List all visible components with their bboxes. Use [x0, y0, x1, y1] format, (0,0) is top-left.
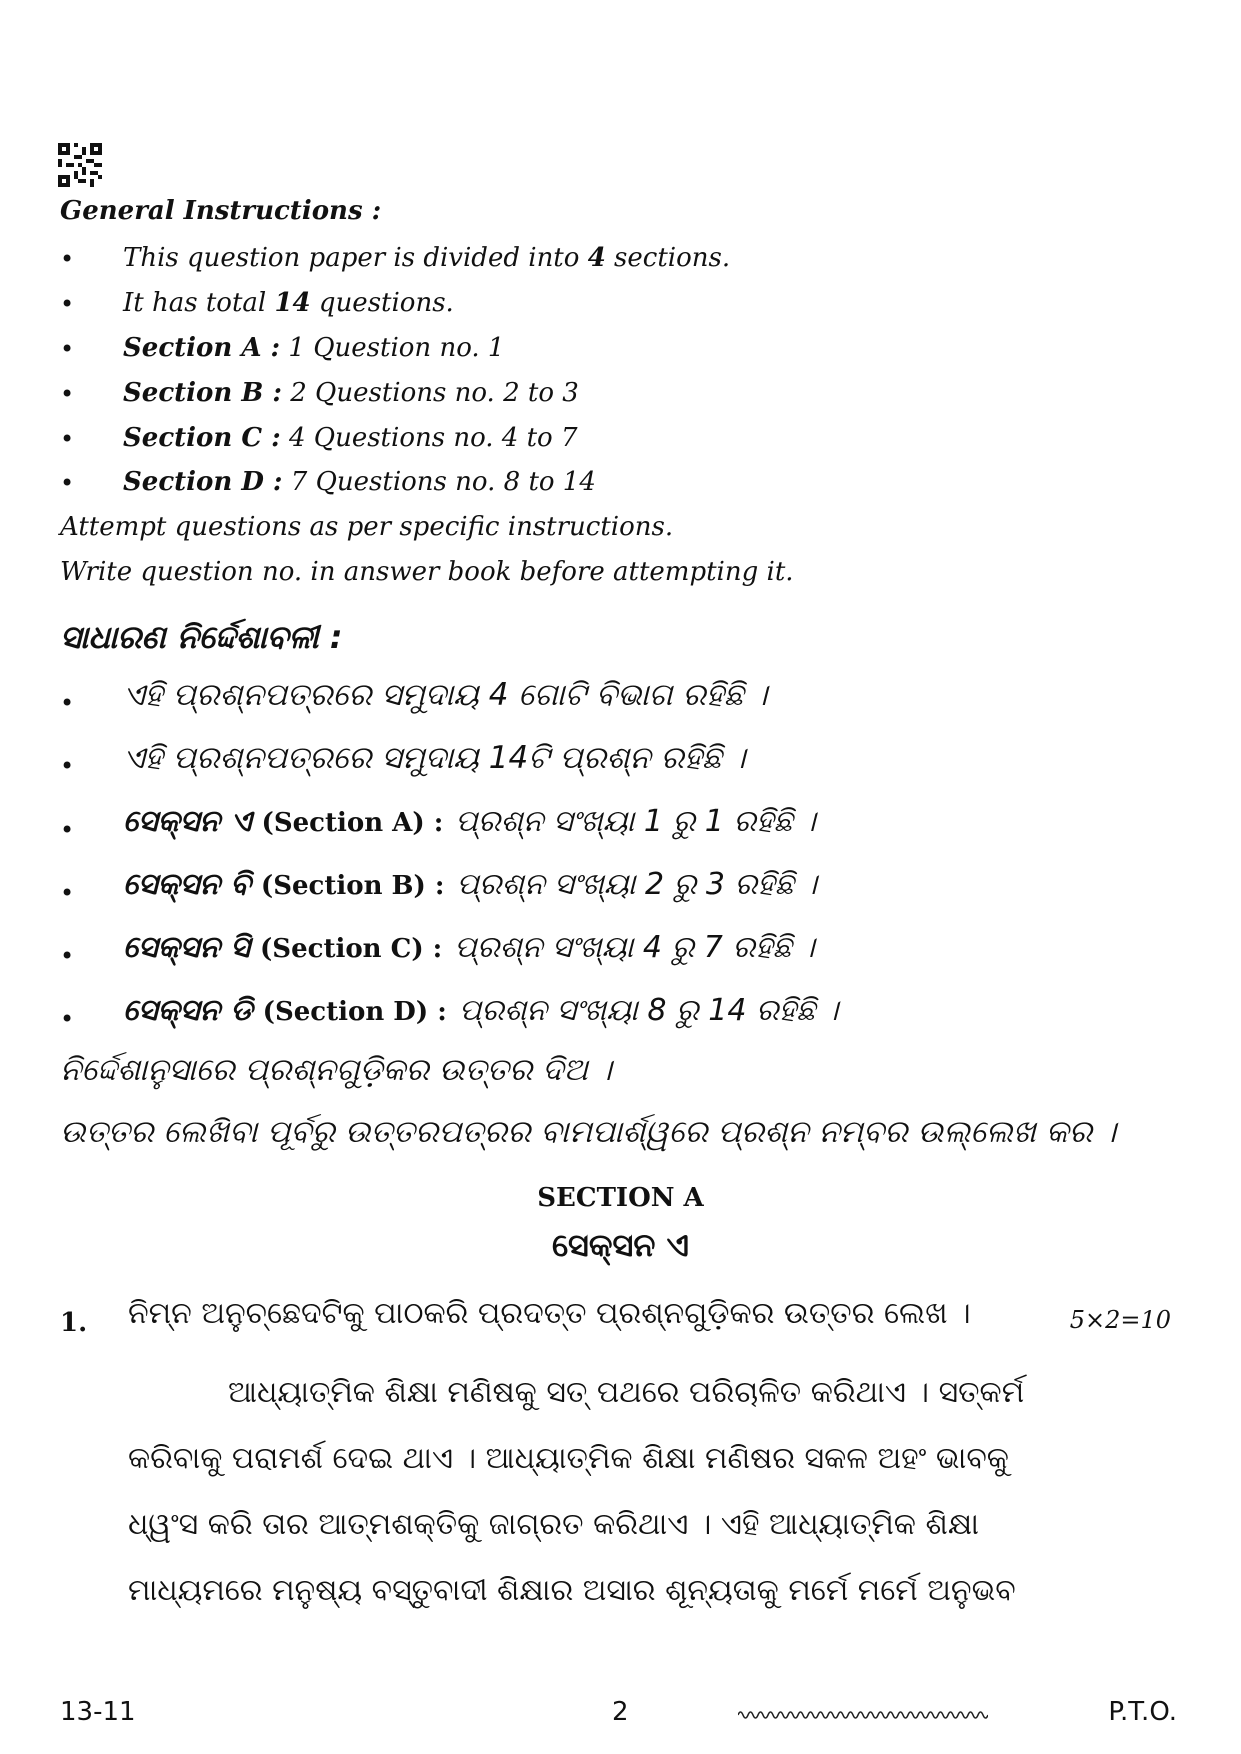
section-heading: SECTION A [537, 1183, 704, 1213]
instruction-item: Section C : 4 Questions no. 4 to 7 [123, 423, 578, 453]
general-instructions-title: General Instructions : [60, 196, 382, 226]
instruction-note: Write question no. in answer book before attempting it. [60, 557, 794, 587]
bullet-icon: • [60, 942, 75, 970]
instruction-note: Attempt questions as per specific instructions. [60, 512, 674, 542]
odia-instruction-item: ଏହି ପ୍ରଶ୍ନପତ୍ରରେ ସମୁଦାୟ 4 ଗୋଟି ବିଭାଗ ରହିଛି । [123, 677, 768, 713]
wavy-line-decoration [738, 1707, 988, 1723]
instruction-item: Section D : 7 Questions no. 8 to 14 [123, 467, 596, 497]
bullet-icon: • [60, 290, 75, 318]
bullet-icon: • [60, 469, 75, 497]
page-number: 2 [612, 1697, 629, 1727]
bullet-icon: • [60, 425, 75, 453]
odia-section-item: ସେକ୍ସନ ଏ (Section A) : ପ୍ରଶ୍ନ ସଂଖ୍ୟା 1 ରୁ 1 ରହିଛି । [123, 804, 816, 839]
paper-code: 13-11 [60, 1697, 136, 1727]
bullet-icon: • [60, 752, 75, 780]
passage-line: ଧ୍ୱଂସ କରି ତାର ଆତ୍ମଶକ୍ତିକୁ ଜାଗ୍ରତ କରିଥାଏ । ଏହି ଆଧ୍ୟାତ୍ମିକ ଶିକ୍ଷା [128, 1507, 979, 1542]
odia-instructions-title: ସାଧାରଣ ନିର୍ଦ୍ଦେଶାବଳୀ : [60, 618, 343, 656]
passage-line: ଆଧ୍ୟାତ୍ମିକ ଶିକ୍ଷା ମଣିଷକୁ ସତ୍ ପଥରେ ପରିଚାଳିତ କରିଥାଏ । ସତ୍‌କର୍ମ [228, 1375, 1025, 1410]
passage-line: କରିବାକୁ ପରାମର୍ଶ ଦେଇ ଥାଏ । ଆଧ୍ୟାତ୍ମିକ ଶିକ୍ଷା ମଣିଷର ସକଳ ଅହଂ ଭାବକୁ [128, 1441, 1009, 1476]
instruction-item: It has total 14 questions. [123, 288, 454, 318]
bullet-icon: • [60, 689, 75, 717]
bullet-icon: • [60, 335, 75, 363]
odia-instruction-note: ନିର୍ଦ୍ଦେଶାନୁସାରେ ପ୍ରଶ୍ନଗୁଡ଼ିକର ଉତ୍ତର ଦିଅ । [60, 1052, 612, 1088]
odia-instruction-note: ଉତ୍ତର ଲେଖିବା ପୂର୍ବରୁ ଉତ୍ତରପତ୍ରର ବାମପାର୍ଶ୍ୱରେ ପ୍ରଶ୍ନ ନମ୍ବର ଉଲ୍ଲେଖ କର । [60, 1114, 1117, 1150]
odia-section-item: ସେକ୍ସନ ସି (Section C) : ପ୍ରଶ୍ନ ସଂଖ୍ୟା 4 ରୁ 7 ରହିଛି । [123, 930, 815, 965]
qr-code [58, 143, 102, 187]
passage-line: ମାଧ୍ୟମରେ ମନୁଷ୍ୟ ବସ୍ତୁବାଦୀ ଶିକ୍ଷାର ଅସାର ଶୂନ୍ୟତାକୁ ମର୍ମେ ମର୍ମେ ଅନୁଭବ [128, 1573, 1016, 1608]
pto-label: P.T.O. [1108, 1697, 1177, 1727]
instruction-item: Section B : 2 Questions no. 2 to 3 [123, 378, 579, 408]
bullet-icon: • [60, 380, 75, 408]
bullet-icon: • [60, 245, 75, 273]
question-text: ନିମ୍ନ ଅନୁଚ୍ଛେଦଟିକୁ ପାଠକରି ପ୍ରଦତ୍ତ ପ୍ରଶ୍ନଗୁଡ଼ିକର ଉତ୍ତର ଲେଖ । [128, 1296, 971, 1331]
odia-section-item: ସେକ୍ସନ ଡି (Section D) : ପ୍ରଶ୍ନ ସଂଖ୍ୟା 8 ରୁ 14 ରହିଛି । [123, 993, 839, 1028]
bullet-icon: • [60, 879, 75, 907]
bullet-icon: • [60, 1005, 75, 1033]
bullet-icon: • [60, 816, 75, 844]
section-heading-odia: ସେକ୍ସନ ଏ [551, 1226, 690, 1264]
odia-section-item: ସେକ୍ସନ ବି (Section B) : ପ୍ରଶ୍ନ ସଂଖ୍ୟା 2 ରୁ 3 ରହିଛି । [123, 867, 817, 902]
instruction-item: This question paper is divided into 4 sections. [123, 243, 731, 273]
odia-instruction-item: ଏହି ପ୍ରଶ୍ନପତ୍ରରେ ସମୁଦାୟ 14ଟି ପ୍ରଶ୍ନ ରହିଛି । [123, 740, 746, 776]
question-number: 1. [60, 1308, 88, 1338]
question-marks: 5×2=10 [1069, 1306, 1171, 1334]
instruction-item: Section A : 1 Question no. 1 [123, 333, 505, 363]
